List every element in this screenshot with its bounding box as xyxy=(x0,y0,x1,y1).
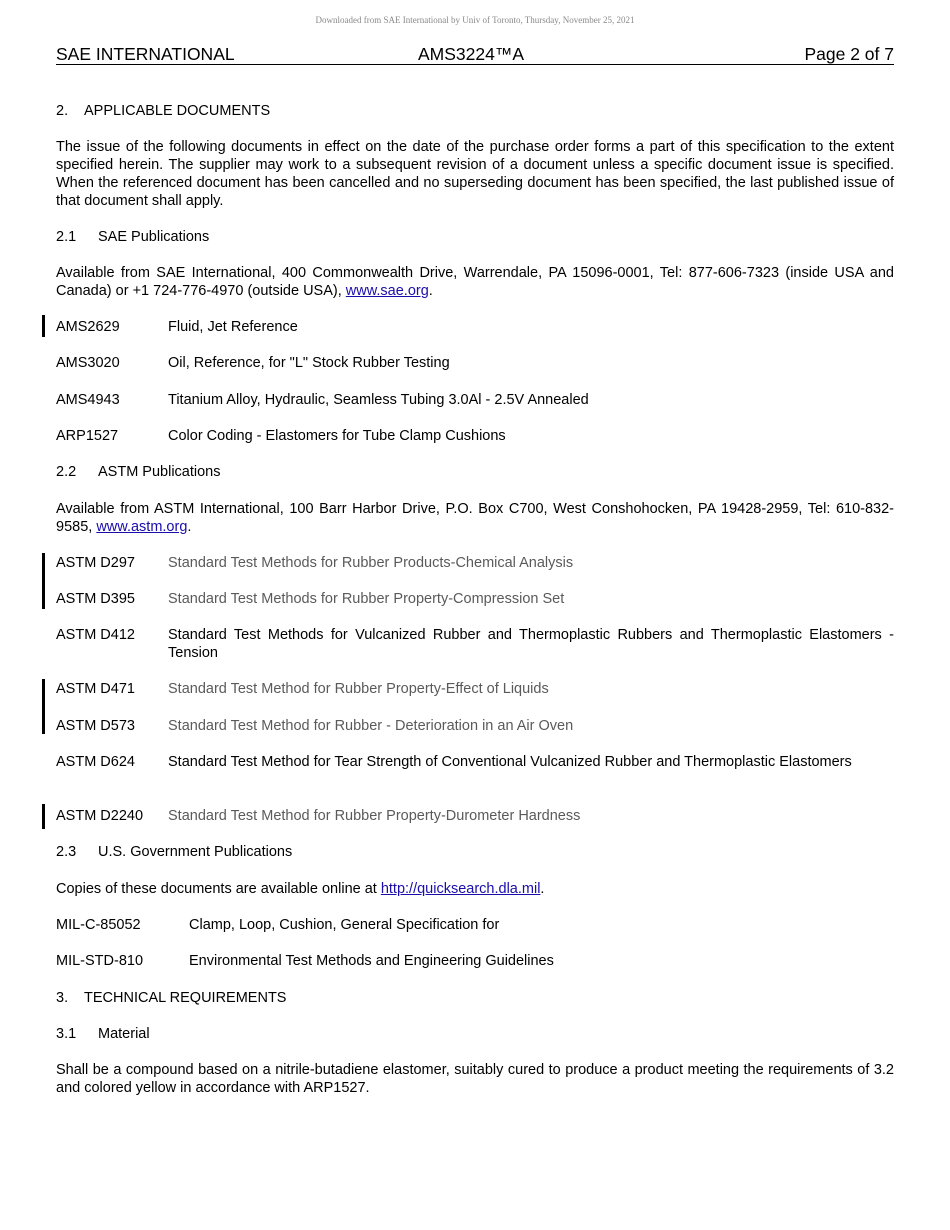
change-bar xyxy=(42,553,45,609)
ref-code: MIL-STD-810 xyxy=(56,953,144,969)
astm-availability: Available from ASTM International, 100 Barr Harbor Drive, P.O. Box C700, West Conshohocken, PA 19428-2959, Tel: 610-832-9585, www.astm.org. xyxy=(56,501,894,535)
section-number: 3.1 xyxy=(56,1026,77,1042)
section-number: 2.3 xyxy=(56,844,77,860)
change-bar xyxy=(42,804,45,829)
ref-title: Clamp, Loop, Cushion, General Specification for xyxy=(189,917,500,933)
change-bar xyxy=(42,315,45,337)
ref-row xyxy=(56,626,894,662)
ref-title: Titanium Alloy, Hydraulic, Seamless Tubing 3.0Al - 2.5V Annealed xyxy=(168,392,589,408)
availability-text: Available from ASTM International, 100 Barr Harbor Drive, P.O. Box C700, West Conshohocken, PA 19428-2959, Tel: 610-832-9585, xyxy=(56,501,894,535)
section-2-3-heading xyxy=(56,843,894,861)
ref-code: AMS3020 xyxy=(56,355,120,371)
availability-text: Available from SAE International, 400 Commonwealth Drive, Warrendale, PA 15096-0001, Tel: 877-606-7323 (inside USA and Canada) or +1 724-776-4970 (outside USA), xyxy=(56,265,894,299)
ref-code: ASTM D395 xyxy=(56,591,135,607)
section-number: 2.1 xyxy=(56,229,77,245)
ref-title: Standard Test Methods for Vulcanized Rubber and Thermoplastic Rubbers and Thermoplastic Elastomers - Tension xyxy=(168,627,894,661)
download-watermark: Downloaded from SAE International by Univ of Toronto, Thursday, November 25, 2021 xyxy=(315,15,635,25)
page-header xyxy=(56,44,894,65)
availability-text: Copies of these documents are available online at xyxy=(56,881,381,897)
change-bar xyxy=(42,679,45,734)
section-title: U.S. Government Publications xyxy=(98,844,293,860)
ref-code: AMS2629 xyxy=(56,319,120,335)
header-doc-id: AMS3224™A xyxy=(418,44,525,64)
ref-title: Standard Test Method for Rubber Property-Effect of Liquids xyxy=(168,681,549,697)
section-3-heading xyxy=(56,989,894,1007)
section-title: ASTM Publications xyxy=(98,464,221,480)
ref-code: ASTM D573 xyxy=(56,718,135,734)
sae-website-link[interactable]: www.sae.org xyxy=(345,283,429,299)
section-2-2-heading xyxy=(56,463,894,481)
ref-title: Standard Test Methods for Rubber Property-Compression Set xyxy=(168,591,565,607)
ref-title: Fluid, Jet Reference xyxy=(168,319,298,335)
ref-code: ASTM D297 xyxy=(56,555,135,571)
section-3-1-heading xyxy=(56,1025,894,1043)
ref-code: ASTM D624 xyxy=(56,754,135,770)
quicksearch-link[interactable]: http://quicksearch.dla.mil xyxy=(380,881,541,897)
section-2-intro: The issue of the following documents in effect on the date of the purchase order forms a part of this specification to the extent specified herein. The supplier may work to a subsequent revision of a document unless a specific document issue is specified. When the referenced document has been cancelled and no superseding document has been specified, the last published issue of that document shall apply. xyxy=(56,139,894,209)
section-title: Material xyxy=(98,1026,150,1042)
material-paragraph: Shall be a compound based on a nitrile-butadiene elastomer, suitably cured to produce a product meeting the requirements of 3.2 and colored yellow in accordance with ARP1527. xyxy=(56,1062,894,1096)
section-title: TECHNICAL REQUIREMENTS xyxy=(84,990,287,1006)
ref-code: ARP1527 xyxy=(56,428,119,444)
ref-code: MIL-C-85052 xyxy=(56,917,141,933)
section-title: SAE Publications xyxy=(98,229,210,245)
section-2-heading xyxy=(56,102,894,120)
ref-title: Standard Test Method for Rubber Property-Durometer Hardness xyxy=(168,808,581,824)
ref-code: ASTM D2240 xyxy=(56,808,144,824)
section-2-1-heading xyxy=(56,228,894,246)
ref-title: Oil, Reference, for "L" Stock Rubber Testing xyxy=(168,355,450,371)
gov-availability: Copies of these documents are available online at http://quicksearch.dla.mil. xyxy=(56,881,545,897)
ref-row xyxy=(56,753,894,789)
astm-website-link[interactable]: www.astm.org xyxy=(96,519,188,535)
sae-availability: Available from SAE International, 400 Commonwealth Drive, Warrendale, PA 15096-0001, Tel: 877-606-7323 (inside USA and Canada) or +1 724-776-4970 (outside USA), www.sae.org. xyxy=(56,265,894,299)
ref-title: Standard Test Methods for Rubber Products-Chemical Analysis xyxy=(168,555,574,571)
section-title: APPLICABLE DOCUMENTS xyxy=(84,103,271,119)
ref-code: ASTM D412 xyxy=(56,627,135,643)
header-page-number: Page 2 of 7 xyxy=(804,44,894,64)
ref-title: Color Coding - Elastomers for Tube Clamp Cushions xyxy=(168,428,506,444)
ref-code: ASTM D471 xyxy=(56,681,135,697)
section-number: 2.2 xyxy=(56,464,77,480)
ref-title: Standard Test Method for Rubber - Deterioration in an Air Oven xyxy=(168,718,574,734)
section-number: 2. xyxy=(56,103,69,119)
ref-title: Standard Test Method for Tear Strength of Conventional Vulcanized Rubber and Thermoplastic Elastomers xyxy=(168,754,852,770)
ref-code: AMS4943 xyxy=(56,392,120,408)
section-number: 3. xyxy=(56,990,69,1006)
header-org: SAE INTERNATIONAL xyxy=(56,44,235,64)
ref-title: Environmental Test Methods and Engineering Guidelines xyxy=(189,953,554,969)
